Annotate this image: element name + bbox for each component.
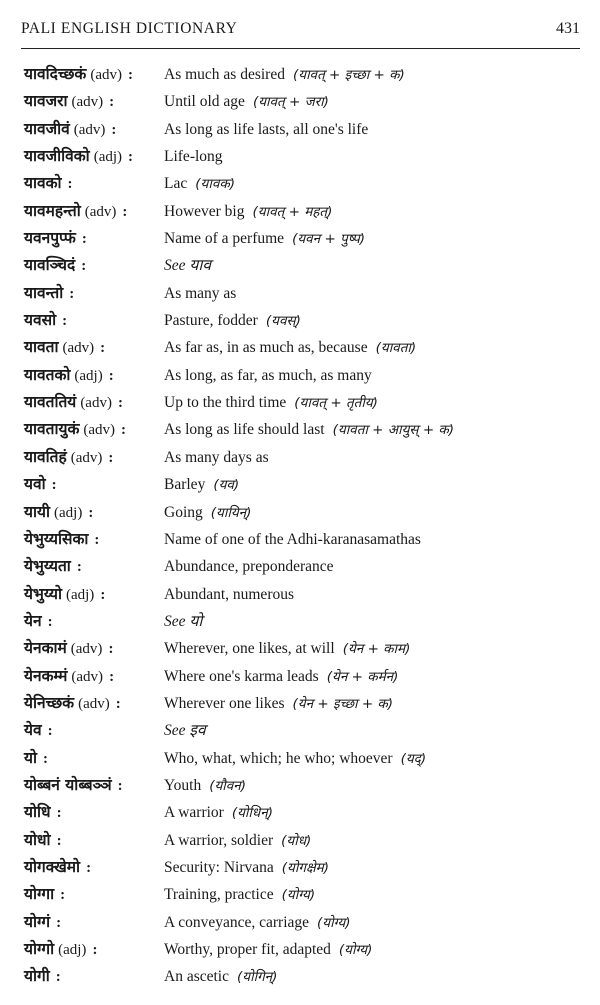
dictionary-entry bbox=[24, 581, 584, 608]
dictionary-entry bbox=[24, 854, 584, 881]
entry-headword bbox=[24, 170, 73, 198]
running-title: PALI ENGLISH DICTIONARY bbox=[21, 20, 238, 37]
entry-definition bbox=[164, 936, 372, 964]
headword-text: येनिच्छकं bbox=[24, 693, 75, 712]
definition-text: As long as life lasts, all one's life bbox=[164, 120, 369, 138]
definition-text: An ascetic bbox=[164, 968, 229, 986]
etymology: (यावत् + इच्छा + क) bbox=[292, 67, 405, 83]
definition-text: Abundant, numerous bbox=[164, 585, 295, 603]
headword-text: योग्गं bbox=[24, 912, 51, 931]
entry-colon: : bbox=[86, 859, 92, 876]
etymology: (योग्य) bbox=[317, 914, 351, 931]
definition-text: Youth bbox=[164, 776, 202, 794]
entry-headword bbox=[24, 334, 105, 362]
dictionary-entry bbox=[24, 116, 584, 143]
definition-text: A warrior bbox=[164, 804, 224, 822]
headword-text: यावजीविको bbox=[24, 147, 90, 166]
part-of-speech: (adj) bbox=[58, 942, 87, 958]
entry-colon: : bbox=[47, 723, 53, 740]
headword-text: यावततियं bbox=[24, 393, 77, 412]
entry-headword bbox=[24, 252, 86, 280]
entry-headword bbox=[24, 416, 126, 444]
headword-text: योगी bbox=[24, 967, 50, 986]
etymology: (यावत् + जरा) bbox=[252, 94, 329, 111]
headword-text: योग्गो bbox=[24, 940, 55, 958]
definition-text: Wherever, one likes, at will bbox=[164, 640, 335, 658]
entry-headword bbox=[24, 307, 67, 335]
definition-text: As far as, in as much as, because bbox=[164, 339, 368, 357]
entry-colon: : bbox=[56, 832, 62, 849]
etymology: (यवन + पुष्प) bbox=[292, 231, 366, 248]
entry-headword bbox=[24, 553, 82, 581]
entry-headword bbox=[24, 88, 114, 116]
headword-text: योगक्खेमो bbox=[24, 857, 81, 876]
headword-text: योधो bbox=[24, 830, 51, 849]
part-of-speech: (adv) bbox=[80, 395, 112, 412]
entry-headword bbox=[24, 909, 61, 937]
headword-text: येभुय्यसिका bbox=[24, 529, 89, 548]
etymology: (यायिन्) bbox=[210, 504, 252, 521]
etymology: (यावत् + महत्) bbox=[252, 203, 333, 220]
entry-headword bbox=[24, 799, 62, 827]
definition-text: Worthy, proper fit, adapted bbox=[164, 941, 331, 958]
headword-text: यवनपुप्फं bbox=[24, 229, 76, 248]
entry-definition bbox=[164, 170, 235, 198]
entry-colon: : bbox=[81, 258, 87, 275]
definition-text: Security: Nirvana bbox=[164, 858, 274, 876]
entry-colon: : bbox=[108, 367, 114, 384]
part-of-speech: (adj) bbox=[74, 367, 103, 384]
dictionary-entry bbox=[24, 745, 584, 772]
entry-colon: : bbox=[128, 149, 134, 166]
dictionary-entry bbox=[24, 61, 584, 88]
headword-text: येव bbox=[24, 721, 42, 740]
entry-headword bbox=[24, 881, 65, 909]
entry-definition bbox=[164, 444, 269, 471]
entry-headword bbox=[24, 198, 127, 226]
entry-colon: : bbox=[122, 203, 128, 220]
entry-colon: : bbox=[128, 67, 133, 83]
entry-definition bbox=[164, 389, 378, 417]
part-of-speech: (adv) bbox=[71, 94, 104, 111]
headword-text: येभुय्यो bbox=[24, 584, 62, 603]
definition-text: Where one's karma leads bbox=[164, 667, 319, 685]
entry-headword bbox=[24, 581, 105, 609]
entry-headword bbox=[24, 362, 114, 390]
etymology: (येन + कर्मन) bbox=[326, 668, 399, 685]
definition-text: Who, what, which; he who; whoever bbox=[164, 749, 393, 767]
entry-definition bbox=[164, 526, 421, 553]
entry-definition bbox=[164, 827, 311, 855]
entry-definition bbox=[164, 909, 351, 937]
headword-text: यावजरा bbox=[24, 92, 68, 111]
entry-headword bbox=[24, 663, 114, 691]
dictionary-entry bbox=[24, 690, 584, 717]
etymology: (यावता) bbox=[375, 340, 417, 357]
definition-text: Up to the third time bbox=[164, 394, 287, 412]
headword-text: येनकामं bbox=[24, 639, 67, 658]
entry-colon: : bbox=[47, 613, 53, 630]
dictionary-entry bbox=[24, 444, 584, 471]
entry-definition bbox=[164, 553, 334, 580]
dictionary-entry bbox=[24, 635, 584, 662]
entry-definition bbox=[164, 663, 398, 691]
dictionary-entry bbox=[24, 416, 584, 443]
page-number: 431 bbox=[556, 20, 580, 37]
definition-text: Training, practice bbox=[164, 886, 274, 904]
entry-headword bbox=[24, 389, 123, 417]
entry-definition bbox=[164, 362, 372, 389]
headword-text: यवसो bbox=[24, 311, 57, 330]
headword-text: योब्बनं योब्बञ्ञं bbox=[24, 775, 112, 794]
entry-headword bbox=[24, 827, 62, 855]
etymology: (येन + काम) bbox=[342, 641, 411, 658]
entry-headword bbox=[24, 717, 53, 745]
entry-colon: : bbox=[108, 641, 114, 658]
entry-definition bbox=[164, 88, 329, 116]
headword-text: यायी bbox=[24, 502, 51, 521]
entry-definition bbox=[164, 116, 368, 143]
entry-colon: : bbox=[51, 477, 57, 494]
dictionary-entry bbox=[24, 389, 584, 416]
headword-text: यावतको bbox=[24, 365, 71, 384]
entry-definition bbox=[164, 198, 332, 226]
part-of-speech: (adv) bbox=[70, 641, 103, 658]
entry-colon: : bbox=[56, 805, 62, 822]
entry-list bbox=[24, 61, 584, 991]
etymology: (योग्य) bbox=[281, 887, 316, 904]
entry-headword bbox=[24, 635, 113, 663]
definition-text: As many days as bbox=[164, 448, 269, 466]
etymology: (योग्य) bbox=[338, 942, 373, 958]
entry-colon: : bbox=[117, 777, 123, 794]
entry-definition bbox=[164, 635, 410, 663]
entry-headword bbox=[24, 854, 91, 882]
headword-text: येन bbox=[24, 611, 42, 630]
entry-colon: : bbox=[109, 668, 115, 685]
entry-definition bbox=[164, 717, 206, 744]
entry-headword bbox=[24, 526, 99, 554]
entry-colon: : bbox=[111, 121, 117, 138]
part-of-speech: (adv) bbox=[78, 695, 110, 712]
part-of-speech: (adj) bbox=[54, 504, 83, 521]
entry-colon: : bbox=[100, 340, 106, 357]
dictionary-entry bbox=[24, 526, 584, 553]
definition-text: See यो bbox=[164, 612, 203, 630]
etymology: (योगक्षेम) bbox=[281, 859, 329, 876]
etymology: (यावक) bbox=[195, 176, 235, 193]
headword-text: यावदिच्छकं bbox=[24, 65, 87, 83]
entry-colon: : bbox=[108, 449, 114, 466]
dictionary-entry bbox=[24, 471, 584, 498]
part-of-speech: (adv) bbox=[71, 668, 104, 685]
entry-definition bbox=[164, 745, 426, 773]
etymology: (येन + इच्छा + क) bbox=[292, 695, 394, 712]
part-of-speech: (adv) bbox=[90, 67, 122, 83]
definition-text: As many as bbox=[164, 284, 237, 302]
headword-text: यो bbox=[24, 748, 38, 767]
entry-headword bbox=[24, 280, 74, 308]
entry-colon: : bbox=[92, 942, 98, 958]
entry-colon: : bbox=[60, 887, 66, 904]
headword-text: यावता bbox=[24, 338, 59, 357]
headword-text: यावतायुकं bbox=[24, 420, 80, 439]
dictionary-entry bbox=[24, 936, 584, 963]
dictionary-entry bbox=[24, 252, 584, 279]
entry-headword bbox=[24, 225, 87, 253]
entry-definition bbox=[164, 416, 454, 444]
entry-colon: : bbox=[55, 969, 61, 986]
headword-text: यावजीवं bbox=[24, 119, 70, 138]
headword-text: यावतिहं bbox=[24, 447, 67, 466]
definition-text: As long as life should last bbox=[164, 421, 325, 439]
definition-text: See याव bbox=[164, 257, 212, 275]
entry-colon: : bbox=[69, 285, 75, 302]
part-of-speech: (adv) bbox=[73, 121, 106, 138]
entry-colon: : bbox=[76, 559, 82, 576]
etymology: (योध) bbox=[281, 832, 312, 849]
definition-text: Going bbox=[164, 503, 203, 521]
part-of-speech: (adv) bbox=[70, 449, 103, 466]
entry-headword bbox=[24, 61, 133, 89]
dictionary-entry bbox=[24, 307, 584, 334]
dictionary-entry bbox=[24, 608, 584, 635]
etymology: (यवस्) bbox=[265, 313, 301, 330]
definition-text: See इव bbox=[164, 722, 206, 740]
headword-text: योधि bbox=[24, 803, 51, 822]
entry-definition bbox=[164, 881, 315, 909]
definition-text: Name of one of the Adhi-karanasamathas bbox=[164, 530, 421, 548]
dictionary-entry bbox=[24, 280, 584, 307]
entry-colon: : bbox=[100, 586, 106, 603]
definition-text: Abundance, preponderance bbox=[164, 558, 334, 576]
definition-text: Until old age bbox=[164, 93, 245, 111]
entry-headword bbox=[24, 499, 93, 527]
dictionary-entry bbox=[24, 170, 584, 197]
definition-text: As long, as far, as much, as many bbox=[164, 366, 372, 384]
dictionary-entry bbox=[24, 198, 584, 225]
entry-colon: : bbox=[109, 94, 115, 111]
definition-text: However big bbox=[164, 202, 245, 220]
part-of-speech: (adv) bbox=[83, 422, 116, 439]
entry-headword bbox=[24, 143, 133, 171]
headword-text: यावञ्चिदं bbox=[24, 256, 76, 275]
entry-definition bbox=[164, 772, 246, 800]
entry-headword bbox=[24, 963, 61, 991]
entry-definition bbox=[164, 252, 211, 279]
dictionary-entry bbox=[24, 553, 584, 580]
definition-text: Life-long bbox=[164, 148, 223, 166]
entry-definition bbox=[164, 280, 236, 307]
entry-colon: : bbox=[121, 422, 127, 439]
dictionary-entry bbox=[24, 334, 584, 361]
entry-headword bbox=[24, 608, 53, 636]
headword-text: येनकम्मं bbox=[24, 666, 68, 685]
entry-definition bbox=[164, 307, 301, 335]
entry-headword bbox=[24, 690, 121, 718]
entry-definition bbox=[164, 499, 251, 527]
definition-text: A conveyance, carriage bbox=[164, 913, 310, 931]
dictionary-entry bbox=[24, 881, 584, 908]
entry-headword bbox=[24, 116, 116, 144]
entry-colon: : bbox=[67, 176, 73, 193]
entry-definition bbox=[164, 963, 277, 991]
definition-text: Name of a perfume bbox=[164, 230, 285, 248]
etymology: (यावत् + तृतीय) bbox=[294, 395, 378, 412]
definition-text: As much as desired bbox=[164, 66, 285, 83]
dictionary-entry bbox=[24, 143, 584, 170]
entry-headword bbox=[24, 444, 113, 472]
definition-text: A warrior, soldier bbox=[164, 831, 274, 849]
dictionary-entry bbox=[24, 663, 584, 690]
entry-colon: : bbox=[88, 504, 94, 521]
entry-colon: : bbox=[43, 750, 49, 767]
entry-colon: : bbox=[117, 395, 123, 412]
dictionary-entry bbox=[24, 963, 584, 990]
part-of-speech: (adj) bbox=[65, 586, 95, 603]
dictionary-entry bbox=[24, 362, 584, 389]
entry-definition bbox=[164, 854, 329, 882]
entry-headword bbox=[24, 936, 97, 964]
etymology: (यद्) bbox=[400, 750, 427, 767]
entry-colon: : bbox=[94, 531, 100, 548]
definition-text: Pasture, fodder bbox=[164, 312, 258, 330]
etymology: (यौवन) bbox=[209, 777, 247, 794]
entry-definition bbox=[164, 471, 239, 499]
entry-definition bbox=[164, 334, 416, 362]
dictionary-entry bbox=[24, 772, 584, 799]
entry-definition bbox=[164, 225, 365, 253]
definition-text: Barley bbox=[164, 476, 206, 494]
headword-text: यावन्तो bbox=[24, 283, 64, 302]
definition-text: Wherever one likes bbox=[164, 694, 285, 712]
entry-headword bbox=[24, 745, 48, 773]
entry-definition bbox=[164, 608, 202, 635]
etymology: (योधिन्) bbox=[231, 805, 273, 822]
etymology: (योगिन्) bbox=[236, 969, 278, 986]
part-of-speech: (adv) bbox=[62, 340, 95, 357]
dictionary-entry bbox=[24, 499, 584, 526]
entry-definition bbox=[164, 690, 393, 718]
part-of-speech: (adv) bbox=[84, 203, 117, 220]
entry-definition bbox=[164, 799, 273, 827]
definition-text: Lac bbox=[164, 175, 188, 193]
dictionary-entry bbox=[24, 225, 584, 252]
headword-text: यावमहन्तो bbox=[24, 201, 81, 220]
part-of-speech: (adj) bbox=[93, 149, 123, 166]
entry-definition bbox=[164, 143, 223, 170]
etymology: (यव) bbox=[213, 477, 240, 494]
dictionary-entry bbox=[24, 799, 584, 826]
entry-headword bbox=[24, 772, 123, 800]
dictionary-entry bbox=[24, 88, 584, 115]
entry-definition bbox=[164, 581, 294, 608]
headword-text: योग्गा bbox=[24, 885, 55, 904]
headword-text: येभुय्यता bbox=[24, 557, 71, 576]
page-header bbox=[21, 14, 580, 49]
dictionary-entry bbox=[24, 909, 584, 936]
entry-definition bbox=[164, 61, 405, 89]
dictionary-entry bbox=[24, 827, 584, 854]
entry-headword bbox=[24, 471, 57, 499]
entry-colon: : bbox=[81, 231, 87, 248]
headword-text: यवो bbox=[24, 475, 46, 494]
entry-colon: : bbox=[115, 695, 121, 712]
entry-colon: : bbox=[62, 313, 68, 330]
entry-colon: : bbox=[56, 914, 62, 931]
etymology: (यावता + आयुस् + क) bbox=[332, 422, 455, 439]
dictionary-entry bbox=[24, 717, 584, 744]
headword-text: यावको bbox=[24, 174, 62, 193]
